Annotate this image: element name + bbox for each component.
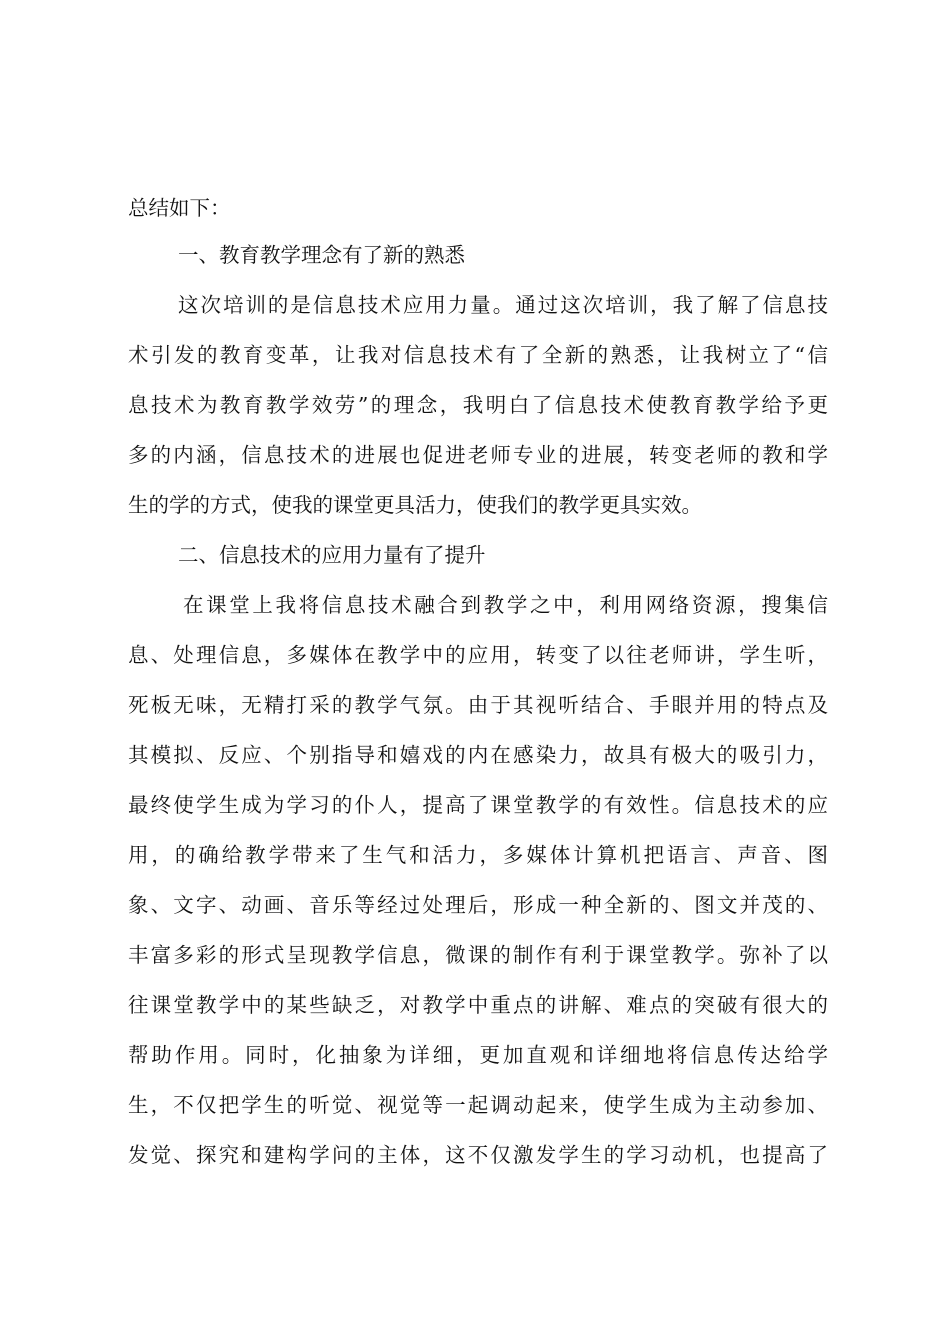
text-line: 其模拟、反应、个别指导和嬉戏的内在感染力，故具有极大的吸引力， <box>128 743 828 767</box>
text-line: 多的内涵，信息技术的进展也促进老师专业的进展，转变老师的教和学 <box>128 443 828 467</box>
text-line: 发觉、探究和建构学问的主体，这不仅激发学生的学习动机，也提高了 <box>128 1143 828 1167</box>
text-line: 死板无味，无精打采的教学气氛。由于其视听结合、手眼并用的特点及 <box>128 693 828 717</box>
text-line: 象、文字、动画、音乐等经过处理后，形成一种全新的、图文并茂的、 <box>128 893 828 917</box>
text-line: 生的学的方式，使我的课堂更具活力，使我们的教学更具实效。 <box>128 493 702 517</box>
text-line: 用，的确给教学带来了生气和活力，多媒体计算机把语言、声音、图 <box>128 843 828 867</box>
text-line: 往课堂教学中的某些缺乏，对教学中重点的讲解、难点的突破有很大的 <box>128 993 828 1017</box>
section-heading: 一、教育教学理念有了新的熟悉 <box>178 243 465 267</box>
text-line: 丰富多彩的形式呈现教学信息，微课的制作有利于课堂教学。弥补了以 <box>128 943 828 967</box>
text-line: 在课堂上我将信息技术融合到教学之中，利用网络资源，搜集信 <box>183 593 828 617</box>
text-line: 生，不仅把学生的听觉、视觉等一起调动起来，使学生成为主动参加、 <box>128 1093 828 1117</box>
text-line: 最终使学生成为学习的仆人，提高了课堂教学的有效性。信息技术的应 <box>128 793 828 817</box>
text-line: 这次培训的是信息技术应用力量。通过这次培训，我了解了信息技 <box>178 293 828 317</box>
text-line: 术引发的教育变革，让我对信息技术有了全新的熟悉，让我树立了“信 <box>128 343 828 367</box>
text-line: 息技术为教育教学效劳”的理念，我明白了信息技术使教育教学给予更 <box>128 393 828 417</box>
text-line: 帮助作用。同时，化抽象为详细，更加直观和详细地将信息传达给学 <box>128 1043 828 1067</box>
text-line: 息、处理信息，多媒体在教学中的应用，转变了以往老师讲，学生听， <box>128 643 828 667</box>
section-heading: 二、信息技术的应用力量有了提升 <box>178 543 486 567</box>
text-line: 总结如下： <box>128 196 231 220</box>
